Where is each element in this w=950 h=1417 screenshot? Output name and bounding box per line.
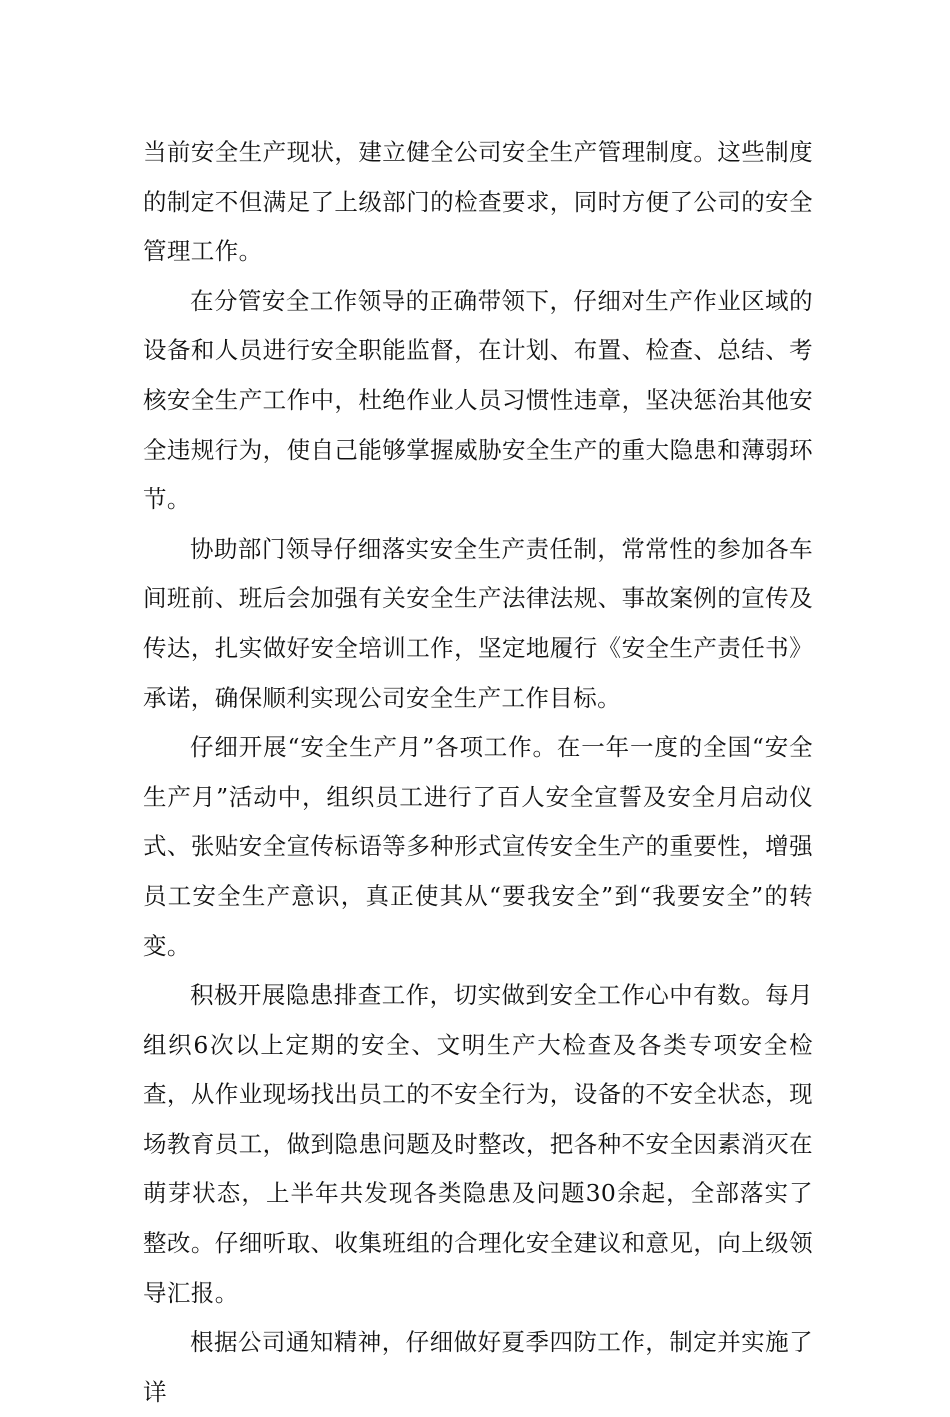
document-body xyxy=(143,128,813,1417)
paragraph-6: 根据公司通知精神，仔细做好夏季四防工作，制定并实施了详 xyxy=(143,1328,813,1406)
paragraph-2: 在分管安全工作领导的正确带领下，仔细对生产作业区域的设备和人员进行安全职能监督，在计划、布置、检查、总结、考核安全生产工作中，杜绝作业人员习惯性违章，坚决惩治其他安全违规行为，使自己能够掌握威胁安全生产的重大隐患和薄弱环节。 xyxy=(143,286,813,514)
paragraph-1: 当前安全生产现状，建立健全公司安全生产管理制度。这些制度的制定不但满足了上级部门的检查要求，同时方便了公司的安全管理工作。 xyxy=(143,138,813,266)
paragraph-4: 仔细开展“安全生产月”各项工作。在一年一度的全国“安全生产月”活动中，组织员工进行了百人安全宣誓及安全月启动仪式、张贴安全宣传标语等多种形式宣传安全生产的重要性，增强员工安全生产意识，真正使其从“要我安全”到“我要安全”的转变。 xyxy=(143,733,813,960)
paragraph-5: 积极开展隐患排查工作，切实做到安全工作心中有数。每月组织6次以上定期的安全、文明生产大检查及各类专项安全检查，从作业现场找出员工的不安全行为，设备的不安全状态，现场教育员工，做到隐患问题及时整改，把各种不安全因素消灭在萌芽状态，上半年共发现各类隐患及问题30余起，全部落实了整改。仔细听取、收集班组的合理化安全建议和意见，向上级领导汇报。 xyxy=(143,981,813,1307)
paragraph-3: 协助部门领导仔细落实安全生产责任制，常常性的参加各车间班前、班后会加强有关安全生产法律法规、事故案例的宣传及传达，扎实做好安全培训工作，坚定地履行《安全生产责任书》承诺，确保顺利实现公司安全生产工作目标。 xyxy=(143,534,813,712)
